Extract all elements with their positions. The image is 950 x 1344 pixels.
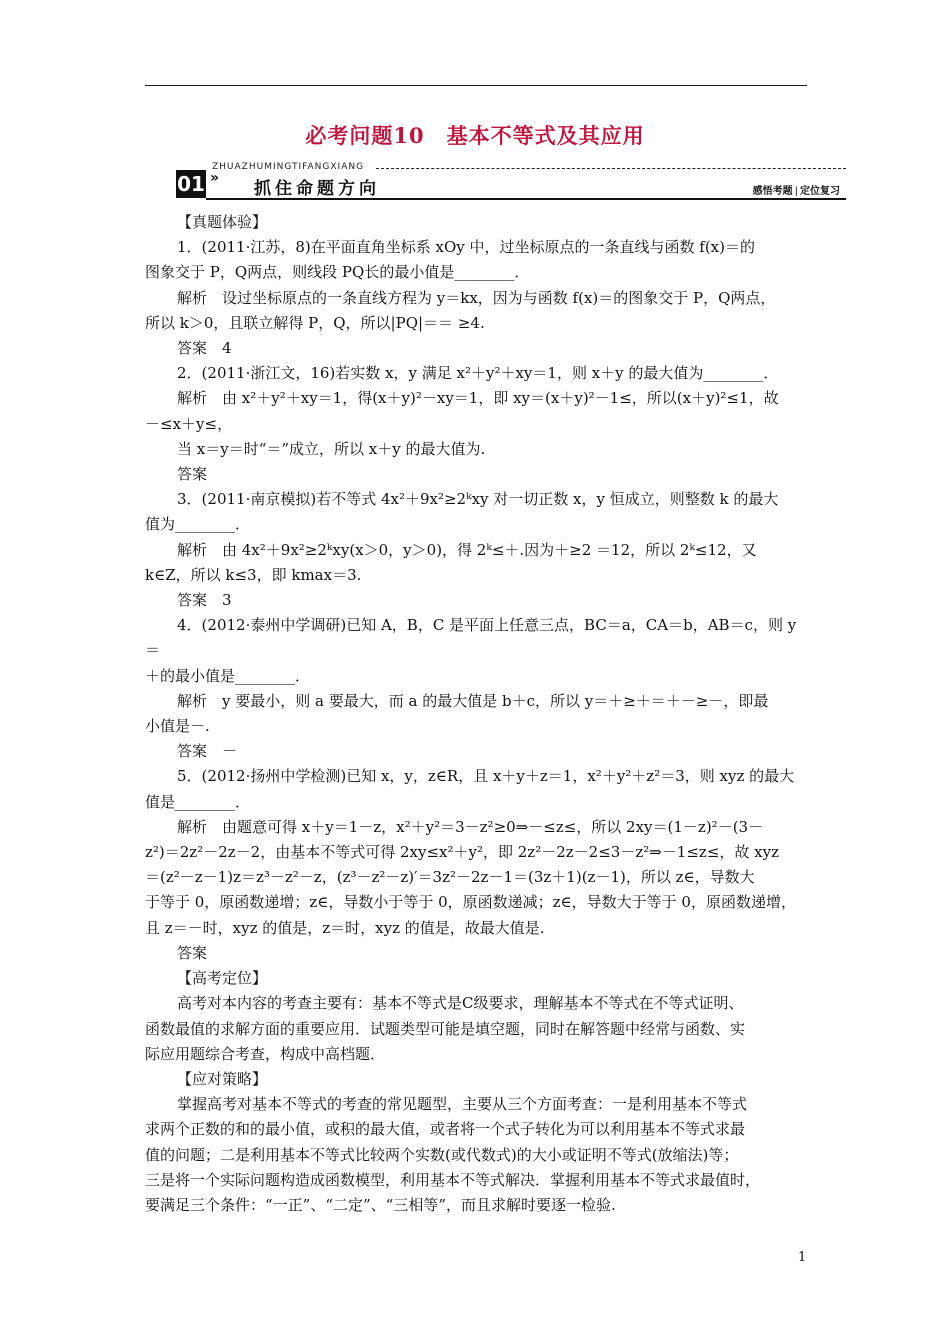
tag-separator: |: [794, 186, 798, 197]
answer-line: 答案 －: [177, 742, 238, 761]
text-line: 5．(2012·扬州中学检测)已知 x，y，z∈R，且 x＋y＋z＝1，x²＋y²＋z²＝3，则 xyz 的最大: [177, 767, 795, 786]
text-line: 4．(2012·泰州中学调研)已知 A，B，C 是平面上任意三点，BC＝a，CA＝b，AB＝c，则 y＝: [145, 616, 797, 660]
text-line: 解析 由 4x²＋9x²≥2ᵏxy(x＞0，y＞0)，得 2ᵏ≤＋.因为＋≥2 ＝12，所以 2ᵏ≤12，又: [177, 540, 757, 559]
text-line: 要满足三个条件：“一正”、“二定”、“三相等”，而且求解时要逐一检验.: [145, 1195, 616, 1214]
text-line: 高考对本内容的考查主要有：基本不等式是C级要求，理解基本不等式在不等式证明、: [177, 994, 744, 1013]
header-rule: [145, 85, 807, 86]
section-title: 抓住命题方向: [254, 179, 380, 199]
text-line: 图象交于 P，Q两点，则线段 PQ长的最小值是________．: [145, 263, 530, 282]
banner-underline: [206, 198, 846, 200]
text-line: 值为________．: [145, 515, 251, 534]
text-line: 值的问题；二是利用基本不等式比较两个实数(或代数式)的大小或证明不等式(放缩法)等；: [145, 1145, 739, 1164]
tag-ganwu: 感悟考题: [752, 186, 793, 197]
banner-dashed-rule: [376, 168, 846, 169]
text-line: 函数最值的求解方面的重要应用．试题类型可能是填空题，同时在解答题中经常与函数、实: [145, 1019, 746, 1038]
banner-pinyin: ZHUAZHUMINGTIFANGXIANG: [212, 162, 365, 172]
text-line: 1．(2011·江苏，8)在平面直角坐标系 xOy 中，过坐标原点的一条直线与函数 f(x)＝的: [177, 238, 755, 257]
heading-gaokao-dingwei: 【高考定位】: [177, 969, 268, 988]
heading-zhenti: 【真题体验】: [177, 213, 268, 231]
text-line: 2．(2011·浙江文，16)若实数 x，y 满足 x²＋y²＋xy＝1，则 x＋y 的最大值为________．: [177, 364, 779, 383]
document-body: [145, 210, 809, 1218]
text-line: 当 x＝y＝时“＝”成立，所以 x＋y 的最大值为.: [177, 439, 486, 458]
text-line: 三是将一个实际问题构造成函数模型，利用基本不等式解决．掌握利用基本不等式求最值时，: [145, 1170, 761, 1189]
text-line: 掌握高考对基本不等式的考查的常见题型，主要从三个方面考查：一是利用基本不等式: [177, 1095, 748, 1114]
text-line: 小值是－.: [145, 717, 210, 736]
chevron-icon: »: [210, 170, 220, 186]
text-line: 3．(2011·南京模拟)若不等式 4x²＋9x²≥2ᵏxy 对一切正数 x，y 恒成立，则整数 k 的最大: [177, 490, 779, 509]
text-line: ＝(z²－z－1)z＝z³－z²－z，(z³－z²－z)′＝3z²－2z－1＝(3z＋1)(z－1)，所以 z∈，导数大: [145, 868, 755, 887]
answer-line: 答案: [177, 943, 208, 962]
answer-line: 答案 4: [177, 339, 232, 358]
text-line: 解析 y 要最小，则 a 要最大，而 a 的最大值是 b＋c，所以 y＝＋≥＋＝＋－≥－，即最: [177, 691, 769, 710]
text-line: 于等于 0，原函数递增；z∈，导数小于等于 0，原函数递减；z∈，导数大于等于 0，原函数递增，: [145, 893, 796, 912]
answer-line: 答案: [177, 465, 208, 484]
page-number: 1: [798, 1250, 807, 1265]
section-banner: [176, 162, 846, 202]
text-line: 解析 由题意可得 x＋y＝1－z，x²＋y²＝3－z²≥0⇒－≤z≤，所以 2xy＝(1－z)²－(3－: [177, 817, 764, 836]
text-line: 解析 由 x²＋y²＋xy＝1，得(x＋y)²－xy＝1，即 xy＝(x＋y)²－1≤，所以(x＋y)²≤1，故: [177, 389, 779, 408]
banner-tags: [753, 182, 840, 197]
text-line: 际应用题综合考查，构成中高档题．: [145, 1044, 386, 1063]
answer-line: 答案 3: [177, 591, 232, 610]
text-line: ＋的最小值是________．: [145, 666, 311, 685]
text-line: 且 z＝－时，xyz 的值是，z＝时，xyz 的值是，故最大值是.: [145, 918, 545, 937]
page-title: 必考问题10 基本不等式及其应用: [305, 123, 645, 148]
section-number-badge: 01: [177, 172, 205, 196]
text-line: 所以 k＞0，且联立解得 P，Q，所以|PQ|＝＝ ≥4.: [145, 313, 485, 332]
text-line: －≤x＋y≤，: [145, 414, 233, 433]
text-line: z²)＝2z²－2z－2，由基本不等式可得 2xy≤x²＋y²，即 2z²－2z－2≤3－z²⇒－1≤z≤，故 xyz: [145, 843, 779, 862]
text-line: 解析 设过坐标原点的一条直线方程为 y＝kx，因为与函数 f(x)＝的图象交于 P，Q两点，: [177, 288, 776, 307]
text-line: 求两个正数的和的最小值，或积的最大值，或者将一个式子转化为可以利用基本不等式求最: [145, 1120, 746, 1139]
heading-yingdui-celue: 【应对策略】: [177, 1069, 268, 1088]
text-line: k∈Z，所以 k≤3，即 kmax＝3.: [145, 565, 362, 584]
tag-dingwei: 定位复习: [800, 186, 840, 197]
text-line: 值是________．: [145, 792, 251, 811]
